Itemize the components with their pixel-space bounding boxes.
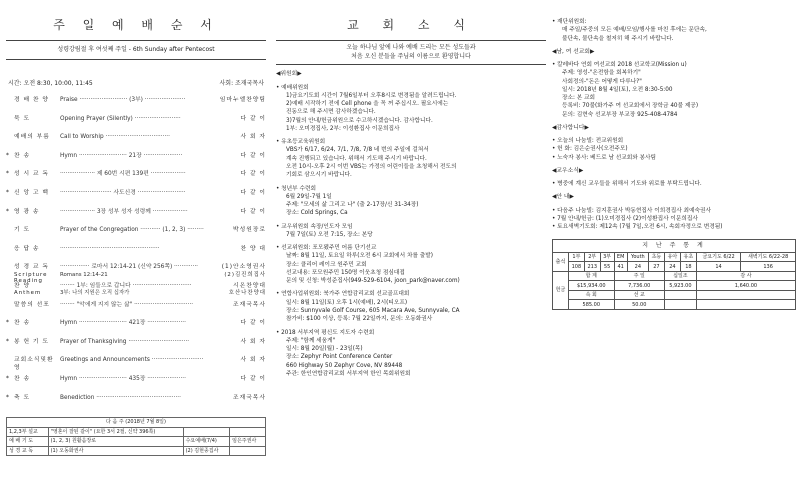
order-name-text: 찬 양 [14, 282, 31, 289]
news-item-line: 장소: Sunnyvale Golf Course, 605 Macara Ave, Sunnyvale, CA [286, 307, 460, 314]
next-week-cell: (1) 오동화권사 [48, 446, 183, 456]
news-item-title: • 연합사업위원회: 북가주 연합감리교회 선교골프대회 [276, 291, 410, 298]
order-detail-text: ··················· 3장 성부 성자 성령께 ··················· [60, 208, 188, 215]
order-name [14, 209, 60, 216]
attendance-header: 새벽기도 6/22-28 [741, 252, 796, 262]
next-week-row [7, 427, 266, 437]
news-item-line: 선교내용: 포모원주민 150명 이웃초청 점심대접 [286, 269, 405, 276]
order-leader-text: 다 같 이 [240, 320, 266, 327]
order-detail-sub: Romans 12:14-21 [60, 271, 108, 278]
order-leader [210, 264, 266, 278]
news-item-line: 문의 및 신청: 박성준집사(949-529-6104, joon_park@naver.com) [286, 278, 460, 285]
news-item [276, 329, 546, 379]
order-leader [210, 227, 266, 234]
order-list [6, 97, 266, 413]
news-item-title: • 교우위원회 속장/인도자 모임 [276, 223, 353, 230]
order-name [14, 190, 60, 197]
order-detail-text: Prayer of Thanksgiving ································· [60, 338, 190, 345]
news-item-line: 날짜: 8월 11일, 토요일 하루(오전 6시 교회에서 차를 출발) [286, 253, 433, 260]
offering-header: 선 교 [614, 290, 664, 300]
list-line: • 병중에 계신 교우들을 위해서 기도와 위로를 부탁드립니다. [552, 181, 702, 188]
order-name-text: 교회소식및환영 [14, 357, 54, 371]
news-item-line: 일시: 8월 11일(토) 오후 1시(예배), 2시(티오프) [286, 299, 408, 306]
list-line: • 7월 안내/헌금: (1)오미경집사 (2)이성환집사 이문희집사 [552, 215, 698, 222]
news-item [276, 290, 546, 323]
attendance-value: 41 [614, 262, 627, 272]
list-line: • 토요새벽기도회: 제12속 (7월 7일,오전 6시, 속회자정으로 변경됨) [552, 224, 723, 231]
news-intro-line: 오늘 하나님 앞에 나와 예배 드리는 모든 성도들과 [346, 44, 476, 51]
order-leader-text: 조재국목사 [233, 301, 266, 308]
order-name [14, 97, 60, 104]
news-item-line: 주관: 한인연합감리교회 서부지역 한인 목회위원회 [286, 370, 411, 377]
order-name-text: 성 시 교 독 [14, 171, 49, 178]
offering-header [696, 290, 795, 300]
order-leader [210, 190, 266, 197]
order-detail [60, 171, 210, 178]
news-item-line: 불단속, 물단속을 철저히 해 주시기 바랍니다. [562, 35, 674, 42]
news-item-line: 오전 10시-오후 2시 이번 VBS는 가정의 어린이들을 초청해서 전도의 [286, 164, 457, 170]
order-name [14, 227, 60, 234]
news-item-title: • 재단위원회: [552, 19, 587, 25]
service-host: 사회: 조재국목사 [219, 79, 264, 87]
order-row [6, 339, 266, 358]
order-leader-text: 다 같 이 [240, 375, 266, 382]
order-leader-text: 조재국목사 [233, 394, 266, 401]
order-leader [210, 320, 266, 327]
order-row [6, 153, 266, 172]
order-name [14, 376, 60, 383]
news-item-title: • 예배위원회 [276, 84, 309, 91]
order-row [6, 97, 266, 116]
next-week-cell: 1,2,3부 설교 [7, 427, 49, 437]
news-item-title: • 유초등교육위원회 [276, 139, 326, 146]
attendance-header: Youth [627, 252, 648, 262]
attendance-value: 55 [600, 262, 614, 272]
news-item-line: 일시: 2018년 8월 4일(토), 오전 8:30-5:00 [562, 86, 673, 93]
order-detail-text: Call to Worship ··································· [60, 134, 170, 141]
news-item-line: 660 Highway 50 Zephyr Cove, NV 89448 [286, 362, 403, 369]
order-name-en: Anthem [14, 290, 42, 297]
news-item [276, 138, 546, 179]
order-leader-text: 사 회 자 [240, 357, 266, 364]
next-week-title: 다 음 주 (2018년 7월 8일) [7, 418, 266, 428]
members-section [552, 168, 796, 189]
order-detail [60, 283, 210, 297]
news-item [552, 61, 796, 119]
order-row [6, 395, 266, 414]
attendance-header: EM [614, 252, 627, 262]
order-star: * [6, 338, 9, 345]
order-detail-text: ········ "악에게 지지 않는 삶" ································ [60, 301, 194, 308]
order-row [6, 209, 266, 228]
order-leader [210, 376, 266, 383]
next-week-cell: 성 경 교 독 [7, 446, 49, 456]
order-name-text: 찬 송 [14, 152, 31, 159]
order-row [6, 134, 266, 153]
order-detail [60, 339, 210, 346]
order-detail [60, 395, 210, 402]
news-item-line: 1)금요기도회 시간이 7월6일부터 오후8시로 변경됨을 알려드립니다. [286, 92, 457, 99]
next-week-cell: 예 배 기 도 [7, 437, 49, 447]
order-row [6, 227, 266, 246]
order-leader-text: 임마누엘찬양팀 [219, 97, 266, 103]
news-title: 교 회 소 식 [347, 18, 475, 32]
order-row [6, 376, 266, 395]
order-name [14, 116, 60, 123]
order-detail-text: Benediction ·············································· [60, 394, 181, 401]
order-detail-text: ···························· 사도신경 ·························· [60, 189, 186, 196]
order-leader [210, 97, 266, 104]
order-leader-text: (1)안소영권사 [221, 264, 266, 271]
news-item [552, 18, 796, 43]
stats-title: 지 난 주 통 계 [552, 239, 796, 252]
order-detail [60, 97, 210, 104]
list-line: • 다음주 나눔빌: 김지훈권사 박동현집사 이희경집사 최예숙권사 [552, 207, 711, 214]
news-item-line: VBS가 6/17, 6/24, 7/1, 7/8, 7/8 네 번의 주일에 걸쳐서 [286, 147, 429, 154]
order-name-text: 묵 도 [14, 115, 31, 122]
order-leader [210, 283, 266, 297]
order-detail-text: ··················· 제 60번 시편 139편 ··················· [60, 171, 186, 178]
attendance-value: 213 [584, 262, 600, 272]
order-row [6, 246, 266, 265]
stats-table [552, 252, 796, 310]
section-heading: ◀안 내▶ [552, 194, 574, 201]
news-item [276, 223, 546, 240]
order-name [14, 134, 60, 141]
order-leader [210, 171, 266, 178]
order-name [14, 283, 60, 297]
order-leader [210, 134, 266, 141]
attendance-label: 출석 [553, 252, 569, 271]
order-leader-text: 다 같 이 [240, 115, 266, 122]
order-name [14, 320, 60, 327]
news-item-title: • 청년부 수련회 [276, 185, 316, 192]
committee-section [276, 71, 546, 378]
attendance-value: 108 [568, 262, 584, 272]
news-item-line: 일시: 8월 20일(월) - 23일(목) [286, 346, 363, 353]
attendance-header: 1부 [568, 252, 584, 262]
offering-header: 주 일 [614, 271, 664, 281]
order-row [6, 320, 266, 339]
attendance-value: 24 [664, 262, 680, 272]
order-star: * [6, 208, 9, 215]
order-name [14, 153, 60, 160]
order-leader [210, 246, 266, 253]
order-star: * [6, 320, 9, 327]
news-item-line: 장소: 본 교회 [562, 95, 596, 102]
next-week-cell: (2) 김현종집사 [183, 446, 230, 456]
order-star: * [6, 171, 9, 178]
order-detail-text: Opening Prayer (Silently) ························· [60, 115, 181, 122]
mission-section [552, 49, 796, 119]
order-detail-text: ········ 1부: 임들으로 갑니다 ································ [60, 282, 192, 289]
offering-value: 5,923.00 [664, 281, 696, 291]
order-star: * [6, 189, 9, 196]
news-item-line: 1부: 오미경집사, 2부: 이성환집사 이문희집사 [286, 125, 400, 132]
section-heading: ◀위원회▶ [276, 71, 302, 78]
order-detail [60, 320, 210, 327]
news-item [276, 185, 546, 218]
list-line: • 헌 화: 김은순권사(오전주모) [552, 146, 628, 153]
attendance-header: 유초 [680, 252, 696, 262]
news-item-line: 주제: "함께 세움게" [286, 337, 336, 344]
next-week-cell [183, 427, 230, 437]
order-leader [210, 357, 266, 364]
order-leader-text: 다 같 이 [240, 171, 266, 178]
news-item-line: 문의: 김현숙 선교부장 부교장 925-408-4784 [562, 111, 678, 118]
news-item-line: 참가비: $100 이상, 등록: 7월 22일까지, 문의: 오동화권사 [286, 316, 433, 323]
offering-header: 합 계 [568, 271, 614, 281]
order-detail [60, 357, 210, 364]
offering-value [664, 300, 696, 310]
order-name-text: 말씀의 선포 [14, 301, 50, 308]
order-name-text: 찬 송 [14, 320, 31, 327]
attendance-value: 27 [648, 262, 664, 272]
attendance-value: 18 [680, 262, 696, 272]
order-detail-text: Praise ·························· (3부) ······················ [60, 97, 186, 103]
order-row [6, 264, 266, 283]
order-star: * [6, 375, 9, 382]
order-leader-sub: (2)김진희집사 [224, 271, 266, 278]
offering-label: 헌금 [553, 271, 569, 309]
section-heading: ◀감사합니다▶ [552, 124, 589, 131]
order-leader-text: 다 같 이 [240, 208, 266, 215]
order-detail-text: Prayer of the Congregation ··········· (1, 2, 3) ········· [60, 227, 204, 234]
order-detail-text: Hymn ·························· 421장 ····················· [60, 320, 186, 327]
next-week-cell [230, 446, 266, 456]
next-week-row [7, 437, 266, 447]
news-item-line: 사회정의-"돈은 어떻게 다루나?" [562, 78, 642, 85]
attendance-value: 24 [627, 262, 648, 272]
order-star: * [6, 394, 9, 401]
order-name-text: 찬 송 [14, 375, 31, 382]
order-row [6, 302, 266, 321]
next-week-table [6, 417, 266, 456]
offering-header: 속 회 [568, 290, 614, 300]
order-detail-text: Hymn ·························· 435장 ····················· [60, 375, 186, 382]
order-row [6, 116, 266, 135]
news-item-line: 장소: Cold Springs, Ca [286, 210, 348, 217]
offering-value [696, 300, 795, 310]
attendance-header: 2부 [584, 252, 600, 262]
order-detail-sub: 3부: 나의 지원은 오직 십자가 [60, 290, 130, 297]
order-name [14, 339, 60, 346]
order-leader-text: 찬 양 대 [240, 245, 266, 252]
section-heading: ◀남, 여 선교회▶ [552, 48, 595, 55]
news-item-line: 주제: "모세의 삶 그리고 나" (출 2-17장/신 31-34장) [286, 202, 419, 209]
order-detail [60, 134, 210, 141]
order-name [14, 357, 60, 371]
attendance-header: 금요기도 6/22 [696, 252, 740, 262]
order-name [14, 246, 60, 253]
attendance-header: 3부 [600, 252, 614, 262]
order-leader-text: 사 회 자 [240, 338, 266, 345]
offering-value: $15,934.00 [568, 281, 614, 291]
next-week-row [7, 446, 266, 456]
offering-value: 585.00 [568, 300, 614, 310]
order-detail [60, 116, 210, 123]
news-item-line: 진동으로 해 주시면 감사하겠습니다. [286, 109, 376, 116]
order-detail-text: ······················································ [60, 245, 160, 252]
news-item-line: 주제: 영성-"온전함을 회복하기" [562, 70, 641, 77]
order-star: * [6, 152, 9, 159]
order-detail [60, 209, 210, 216]
order-leader [210, 209, 266, 216]
order-leader [210, 153, 266, 160]
news-item-line: 등록비: 70불(화가주 여 선교회에서 장학금 40불 제공) [562, 103, 699, 110]
order-detail [60, 264, 210, 278]
news-item-line: 매 주일/주중의 모든 예배/모임/행사를 마친 후에는 문단속, [562, 27, 707, 34]
news-item [276, 84, 546, 134]
next-week-cell: (1, 2, 3) 원활음장로 [48, 437, 183, 447]
news-intro [276, 40, 546, 65]
order-leader [210, 302, 266, 309]
offering-header: 감 사 [696, 271, 795, 281]
order-leader [210, 116, 266, 123]
order-name-text: 영 광 송 [14, 208, 40, 215]
order-subtitle: 성령강림절 후 여섯째 주일 - 6th Sunday after Pentecost [6, 40, 266, 60]
order-leader-sub: 호산나찬양대 [228, 290, 266, 297]
order-leader [210, 395, 266, 402]
order-detail [60, 246, 210, 253]
list-line: • 노숙자 봉사: 베드로 남 선교회와 봉사팀 [552, 154, 657, 161]
order-detail [60, 376, 210, 383]
order-name-text: 응 답 송 [14, 245, 40, 252]
offering-header: 십일조 [664, 271, 696, 281]
news-intro-line: 처음 오신 분들을 주님의 이름으로 환영합니다 [351, 52, 471, 60]
worship-order-column [6, 0, 266, 486]
news-item-line: 7월 7일(토) 오전 7:15, 장소: 본당 [286, 231, 373, 238]
order-name-text: 예배의 부름 [14, 134, 50, 141]
order-leader-text: 다 같 이 [240, 152, 266, 159]
offering-value: 50.00 [614, 300, 664, 310]
news-item-line: 2)예배 시작하기 전에 Cell phone 을 꼭 꺼 주십시오. 필요시에는 [286, 101, 449, 108]
order-name [14, 171, 60, 178]
order-detail [60, 153, 210, 160]
order-name [14, 395, 60, 402]
order-detail-text: Hymn ·························· 21장 ····················· [60, 152, 183, 159]
thanks-section [552, 125, 796, 162]
order-detail-text: ················ 로마서 12:14-21 (신약 256쪽) ············· [60, 264, 199, 271]
attendance-value: 14 [696, 262, 740, 272]
attendance-header: 유아 [664, 252, 680, 262]
notices-section [552, 194, 796, 231]
order-name [14, 302, 60, 309]
order-name-text: 축 도 [14, 394, 31, 401]
order-detail [60, 227, 210, 234]
order-row [6, 283, 266, 302]
order-name-text: 경 배 찬 양 [14, 97, 49, 103]
section-heading: ◀교우소식▶ [552, 167, 584, 174]
order-leader-text: 사 회 자 [240, 134, 266, 141]
news-item-line: 기회로 삼으시기 바랍니다. [286, 172, 352, 179]
order-detail-text: Greetings and Announcements ···························· [60, 357, 204, 364]
order-detail [60, 190, 210, 197]
order-name-text: 성 경 교 독 [14, 264, 49, 271]
next-week-cell: "영혼이 잘된 같이" (요한 3서 2절, 신약 396쪽) [48, 427, 183, 437]
news-item-title: • 선교위원회: 포모됐주민 어름 단기선교 [276, 245, 377, 252]
offering-value: 7,736.00 [614, 281, 664, 291]
order-row [6, 357, 266, 376]
order-row [6, 190, 266, 209]
news-item-line: 3)7월의 안내/헌금위원으로 수고하시겠습니다. 감사합니다. [286, 117, 433, 124]
church-news-column [276, 0, 546, 486]
next-week-cell: 수요예배(7/4) [183, 437, 230, 447]
order-leader-text: 시온찬양대 [233, 282, 266, 289]
next-week-cell: 임은주권사 [230, 437, 266, 447]
order-leader-text: 다 같 이 [240, 189, 266, 196]
order-leader-text: 박성원장로 [233, 227, 266, 234]
news-item-line: 6월 29일-7월 1일 [286, 193, 332, 200]
order-detail [60, 302, 210, 309]
news-item-line: 장소: Zephyr Point Conference Center [286, 354, 393, 361]
order-name-en: Scripture Reading [14, 271, 48, 285]
order-leader [210, 339, 266, 346]
more-news-column [552, 0, 796, 486]
news-item-line: 계속 진행되고 있습니다. 위해서 기도해 주시기 바랍니다. [286, 155, 427, 162]
news-item [276, 244, 546, 285]
order-title: 주 일 예 배 순 서 [53, 18, 219, 32]
order-name-text: 기 도 [14, 227, 31, 234]
offering-value: 1,640.00 [696, 281, 795, 291]
attendance-value: 136 [741, 262, 796, 272]
service-time-row [8, 80, 264, 88]
news-item-title: • 칼레바다 연회 여선교회 2018 선교학교(Mission u) [552, 62, 687, 69]
service-time: 시간: 오전 8:30, 10:00, 11:45 [8, 79, 93, 87]
order-name-text: 봉 헌 기 도 [14, 338, 49, 345]
order-name-text: 신 앙 고 백 [14, 189, 49, 196]
news-item-title: • 2018 서부지역 평신도 지도자 수련회 [276, 329, 375, 336]
news-item-line: 장소: 클리어 레이크 원주민 교회 [286, 261, 367, 268]
attendance-header: 초등 [648, 252, 664, 262]
next-week-cell [230, 427, 266, 437]
order-row [6, 171, 266, 190]
offering-header [664, 290, 696, 300]
list-line: • 오늘의 나눔빌: 전교위원회 [552, 138, 624, 145]
